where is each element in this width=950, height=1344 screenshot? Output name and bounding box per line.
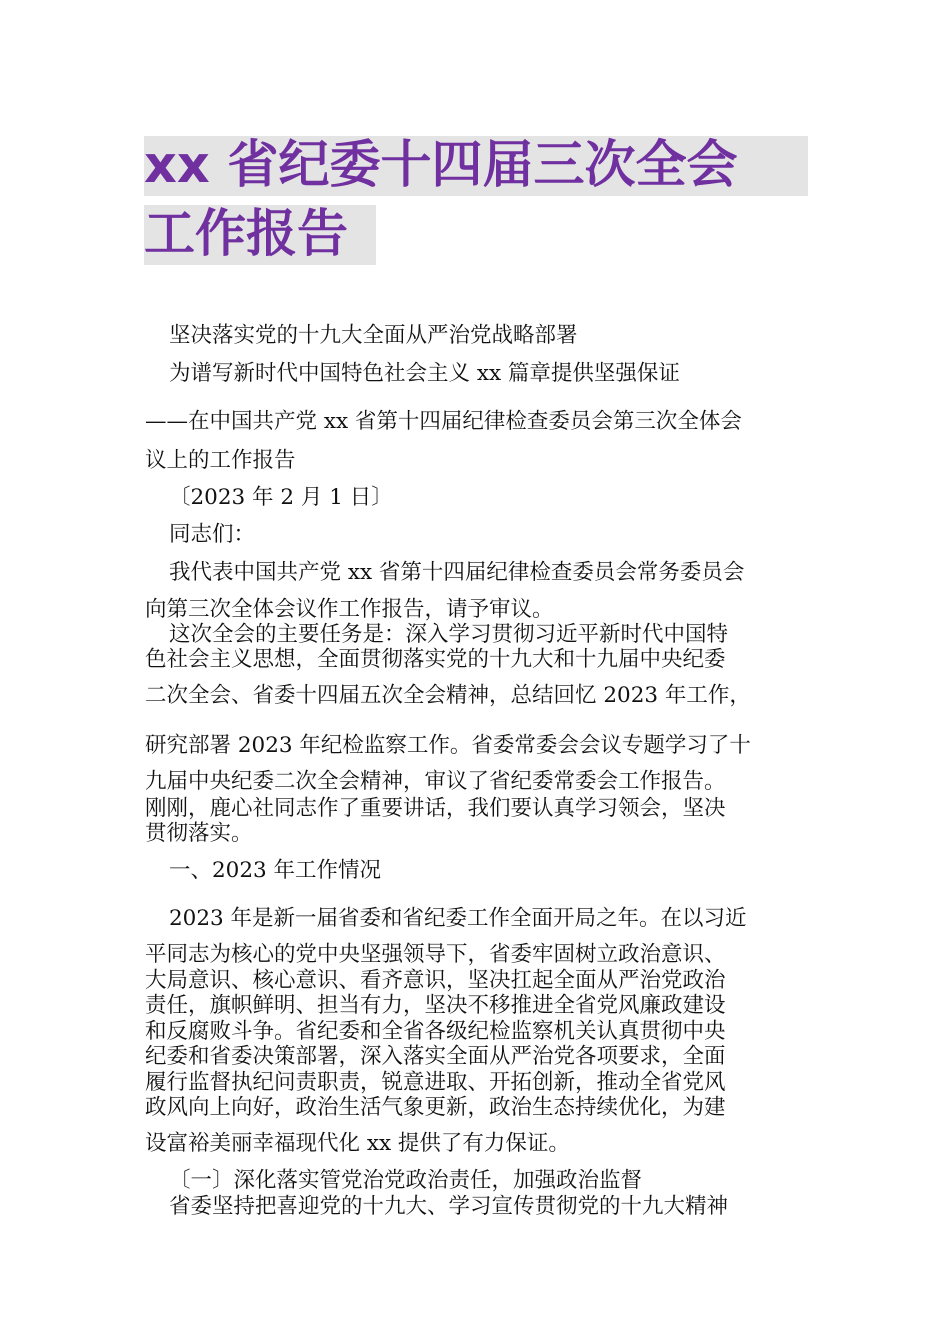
greeting: 同志们： — [169, 522, 256, 547]
document-title-line-2: 工作报告 — [144, 205, 376, 265]
body-line: 平同志为核心的党中央坚强领导下，省委牢固树立政治意识、 — [145, 942, 726, 967]
body-line: 履行监督执纪问责职责，锐意进取、开拓创新，推动全省党风 — [145, 1070, 726, 1095]
body-line: 大局意识、核心意识、看齐意识，坚决扛起全面从严治党政治 — [145, 968, 726, 993]
body-line: 省委坚持把喜迎党的十九大、学习宣传贯彻党的十九大精神 — [169, 1194, 729, 1219]
section-heading: 一、2023 年工作情况 — [169, 858, 382, 883]
body-line: 我代表中国共产党 xx 省第十四届纪律检查委员会常务委员会 — [169, 560, 745, 585]
subsection-heading: 〔一〕深化落实管党治党政治责任，加强政治监督 — [169, 1168, 643, 1193]
byline-line-1: ——在中国共产党 xx 省第十四届纪律检查委员会第三次全体会 — [145, 409, 742, 434]
document-title-line-1: xx 省纪委十四届三次全会 — [144, 136, 808, 196]
report-date: 〔2023 年 2 月 1 日〕 — [169, 485, 393, 510]
body-line: 责任，旗帜鲜明、担当有力，坚决不移推进全省党风廉政建设 — [145, 993, 726, 1018]
body-line: 研究部署 2023 年纪检监察工作。省委常委会会议专题学习了十 — [145, 733, 751, 758]
subtitle-line-1: 坚决落实党的十九大全面从严治党战略部署 — [169, 323, 578, 348]
body-line: 政风向上向好，政治生活气象更新，政治生态持续优化，为建 — [145, 1095, 726, 1120]
body-line: 二次全会、省委十四届五次全会精神，总结回忆 2023 年工作， — [145, 683, 751, 708]
byline-line-2: 议上的工作报告 — [145, 448, 296, 473]
body-line: 设富裕美丽幸福现代化 xx 提供了有力保证。 — [145, 1131, 570, 1156]
body-line: 向第三次全体会议作工作报告，请予审议。 — [145, 597, 554, 622]
body-line: 九届中央纪委二次全会精神，审议了省纪委常委会工作报告。 — [145, 769, 726, 794]
body-line: 色社会主义思想，全面贯彻落实党的十九大和十九届中央纪委 — [145, 647, 726, 672]
body-line: 2023 年是新一届省委和省纪委工作全面开局之年。在以习近 — [169, 906, 747, 931]
subtitle-line-2: 为谱写新时代中国特色社会主义 xx 篇章提供坚强保证 — [169, 361, 680, 386]
body-line: 刚刚，鹿心社同志作了重要讲话，我们要认真学习领会，坚决 — [145, 796, 726, 821]
body-line: 贯彻落实。 — [145, 821, 253, 846]
body-line: 和反腐败斗争。省纪委和全省各级纪检监察机关认真贯彻中央 — [145, 1019, 726, 1044]
body-line: 这次全会的主要任务是：深入学习贯彻习近平新时代中国特 — [169, 622, 729, 647]
body-line: 纪委和省委决策部署，深入落实全面从严治党各项要求，全面 — [145, 1044, 726, 1069]
